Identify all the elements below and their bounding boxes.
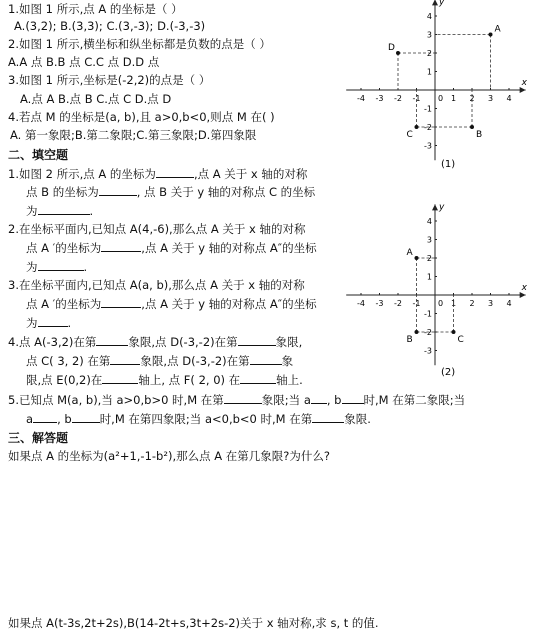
x-tick-label: -4 [357,94,365,103]
x-tick-label: 3 [487,94,494,103]
choice-q4-options: A. 第一象限;B.第二象限;C.第三象限;D.第四象限 [10,128,257,142]
y-tick-label: -2 [424,328,432,337]
answer-blank[interactable] [342,392,364,404]
fill-q4-text-h: 轴上, 点 F( 2, 0) 在 [138,373,241,387]
fill-q5-text-f: , b [57,412,72,426]
fill-q1-text-c: 点 B 的坐标为 [26,185,99,199]
point-b [415,330,419,334]
choice-q1-options: A.(3,2); B.(3,3); C.(3,-3); D.(-3,-3) [14,19,206,33]
fill-q4-text-g: 限,点 E(0,2)在 [26,373,103,387]
y-tick-label: 4 [426,217,432,226]
fill-q3-line2 [26,296,317,311]
fill-q2-text-d: 为 [26,260,38,274]
fill-q4-text-b: 象限,点 D(-3,-2)在第 [128,335,238,349]
x-tick-label: 1 [450,94,457,103]
choice-q2: 2.如图 1 所示,横坐标和纵坐标都是负数的点是（ ） [8,37,271,51]
fill-q1-line1 [8,166,307,181]
y-tick-label: 1 [426,272,432,282]
point-d [396,51,400,55]
fill-q3-text-e: . [67,316,72,330]
fill-q5-text-e: a [26,412,34,426]
y-tick-label: 1 [426,67,432,77]
answer-blank[interactable] [38,315,68,327]
fill-q1-text-d: , 点 B 关于 y 轴的对称点 C 的坐标 [136,185,316,199]
fill-q1-text-e: 为 [26,204,38,218]
fill-q4-text-d: 点 C( 3, 2) 在第 [26,354,111,368]
fill-q2-line1: 2.在坐标平面内,已知点 A(4,-6),那么点 A 关于 x 轴的对称 [8,222,306,236]
x-axis-label: x [521,78,527,88]
answer-blank[interactable] [38,203,90,215]
fill-q4-line3 [26,372,303,387]
answer-blank[interactable] [238,334,276,346]
fill-q5-line1 [8,392,465,407]
y-tick-label: 2 [426,49,432,58]
y-tick-label: -1 [424,309,432,319]
point-b [470,125,474,129]
fill-q3-line1: 3.在坐标平面内,已知点 A(a, b),那么点 A 关于 x 轴的对称 [8,278,305,292]
y-axis-arrow [432,0,438,5]
fill-q2-line2 [26,240,317,255]
point-label: C [457,335,464,345]
answer-blank[interactable] [96,334,128,346]
point-label: A [494,24,501,35]
fill-q1-text-f: . [89,204,94,218]
x-tick-label: -3 [375,94,384,103]
answer-blank[interactable] [110,353,140,365]
fill-q5-text-c: , b [326,393,342,407]
x-tick-label: 4 [506,299,512,308]
figure-caption: (1) [441,159,456,170]
fill-q4-text-i: 轴上. [276,373,303,387]
origin-label: 0 [438,94,444,103]
answer-heading: 三、解答题 [8,431,69,445]
answer-blank[interactable] [38,259,84,271]
x-tick-label: -4 [357,299,365,308]
fill-q5-line2 [26,411,371,426]
point-a [415,256,419,260]
answer-blank[interactable] [101,240,141,252]
fill-q5-text-d: 时,M 在第二象限;当 [363,393,466,407]
answer-blank[interactable] [99,184,137,196]
answer-blank[interactable] [101,296,141,308]
choice-q1: 1.如图 1 所示,点 A 的坐标是（ ） [8,2,183,16]
answer-q1: 如果点 A 的坐标为(a²+1,-1-b²),那么点 A 在第几象限?为什么? [8,449,330,463]
fill-q4-line1 [8,334,302,349]
x-tick-label: 2 [469,299,475,308]
fill-q3-text-b: 点 A ′的坐标为 [26,297,102,311]
fill-q2-line3 [26,259,87,274]
fill-q5-text-h: 象限. [344,412,371,426]
answer-blank[interactable] [250,353,282,365]
fill-q4-text-f: 象 [281,354,294,368]
x-tick-label: 1 [450,299,457,308]
y-axis-label: y [439,202,445,213]
y-tick-label: -3 [424,141,432,151]
choice-q3: 3.如图 1 所示,坐标是(-2,2)的点是（ ） [8,73,211,87]
coordinate-figure-1 [345,0,535,180]
figure-caption: (2) [441,367,456,378]
fill-q1-line3 [26,203,93,218]
y-axis-label: y [439,0,445,8]
point-label: C [406,130,413,140]
y-tick-label: 2 [426,254,432,263]
point-c [415,125,419,129]
fill-q4-text-e: 象限,点 D(-3,-2)在第 [140,354,250,368]
choice-q4: 4.若点 M 的坐标是(a, b),且 a>0,b<0,则点 M 在( ) [8,110,275,124]
y-tick-label: -3 [424,346,432,356]
fill-q5-text-a: 5.已知点 M(a, b),当 a>0,b>0 时,M 在第 [8,393,224,407]
choice-q2-options: A.A 点 B.B 点 C.C 点 D.D 点 [8,55,160,69]
x-axis-label: x [521,283,527,293]
fill-q4-line2 [26,353,293,368]
fill-q2-text-c: ,点 A 关于 y 轴的对称点 A″的坐标 [141,241,317,255]
answer-q2: 如果点 A(t-3s,2t+2s),B(14-2t+s,3t+2s-2)关于 x 轴对称,求 s, t 的值. [8,616,379,630]
y-axis-arrow [432,204,438,210]
x-tick-label: -1 [412,94,421,103]
x-tick-label: 3 [487,299,494,308]
answer-blank[interactable] [240,372,276,384]
origin-label: 0 [438,299,444,308]
fill-q5-text-b: 象限;当 a [261,393,311,407]
fill-q3-line3 [26,315,71,330]
point-label: D [388,43,395,53]
answer-blank[interactable] [224,392,262,404]
point-a [489,33,493,37]
answer-blank[interactable] [72,411,100,423]
x-tick-label: 4 [506,94,512,103]
y-tick-label: 3 [426,30,432,40]
fill-q1-line2 [26,184,315,199]
y-tick-label: -1 [424,104,432,114]
x-tick-label: -2 [394,94,402,103]
choice-q3-options: A.点 A B.点 B C.点 C D.点 D [20,92,172,106]
answer-blank[interactable] [33,411,57,423]
answer-blank[interactable] [312,411,344,423]
x-tick-label: -3 [375,299,384,308]
fill-q4-text-c: 象限, [275,335,303,349]
fill-q3-text-d: 为 [26,316,38,330]
point-label: A [406,248,413,258]
point-label: B [406,335,413,345]
answer-blank[interactable] [311,392,327,404]
point-label: B [476,130,483,140]
fill-heading: 二、填空题 [8,148,69,162]
point-c [452,330,456,334]
coordinate-figure-2 [345,202,535,385]
y-tick-label: 3 [426,235,432,245]
fill-q2-text-b: 点 A ′的坐标为 [26,241,102,255]
fill-q4-text-a: 4.点 A(-3,2)在第 [8,335,97,349]
y-tick-label: -2 [424,123,432,132]
answer-blank[interactable] [156,166,194,178]
fill-q1-text-a: 1.如图 2 所示,点 A 的坐标为 [8,167,156,181]
x-tick-label: 2 [469,94,475,103]
x-tick-label: -2 [394,299,402,308]
x-tick-label: -1 [412,299,421,308]
fill-q3-text-c: ,点 A 关于 y 轴的对称点 A″的坐标 [141,297,317,311]
fill-q2-text-e: . [83,260,88,274]
fill-q5-text-g: 时,M 在第四象限;当 a<0,b<0 时,M 在第 [99,412,313,426]
answer-blank[interactable] [102,372,138,384]
fill-q1-text-b: ,点 A 关于 x 轴的对称 [193,167,308,181]
y-tick-label: 4 [426,12,432,21]
